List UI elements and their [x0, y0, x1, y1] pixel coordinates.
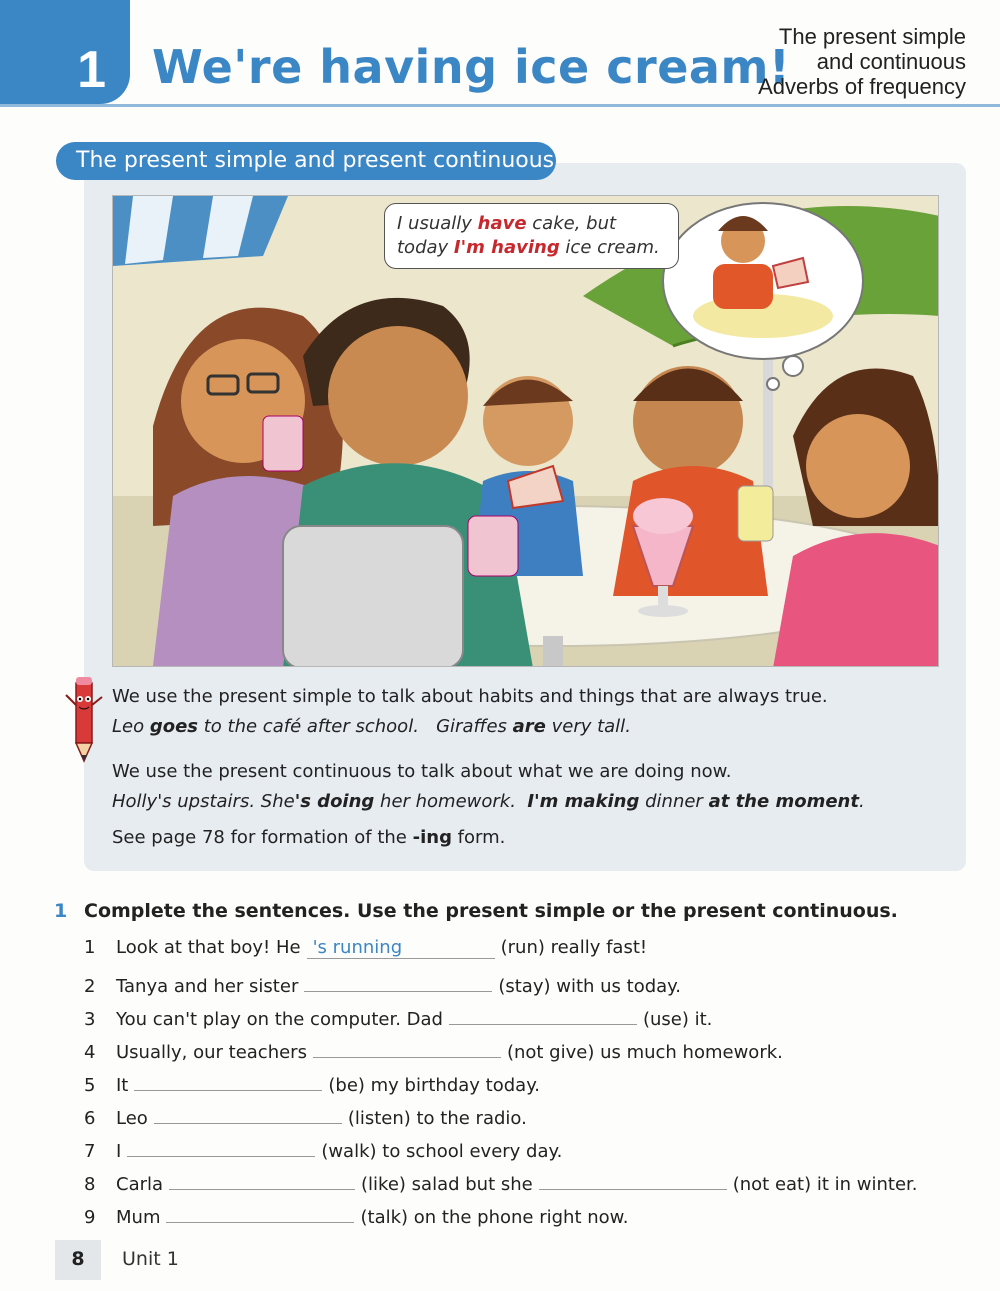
see-page-note: See page 78 for formation of the -ing form. — [112, 827, 506, 848]
simple-rule: We use the present simple to talk about habits and things that are always true. — [112, 686, 828, 707]
exercise-number: 1 — [54, 900, 68, 922]
answer-blank[interactable] — [539, 1168, 727, 1190]
speech-line-1: I usually have cake, but — [397, 213, 617, 234]
answer-blank[interactable] — [154, 1102, 342, 1124]
answer-blank[interactable]: 's running — [307, 937, 495, 959]
exercise-item: 2 Tanya and her sister (stay) with us today. — [84, 970, 681, 1000]
unit-number: 1 — [77, 41, 106, 99]
unit-topics — [758, 24, 966, 99]
answer-blank[interactable] — [134, 1069, 322, 1091]
answer-blank[interactable] — [313, 1036, 501, 1058]
answer-blank[interactable] — [127, 1135, 315, 1157]
answer-blank[interactable] — [304, 970, 492, 992]
exercise-item: 1 Look at that boy! He 's running (run) really fast! — [84, 937, 648, 958]
topic-line: Adverbs of frequency — [758, 74, 966, 99]
section-title: The present simple and present continuous — [56, 142, 556, 180]
topic-line: and continuous — [816, 49, 966, 74]
exercise-instruction: Complete the sentences. Use the present simple or the present continuous. — [84, 900, 898, 922]
exercise-item: 8 Carla (like) salad but she (not eat) it in winter. — [84, 1168, 918, 1198]
page-number: 8 — [55, 1240, 101, 1280]
exercise-item: 3 You can't play on the computer. Dad (use) it. — [84, 1003, 712, 1033]
header-divider — [0, 104, 1000, 107]
exercise-item: 7 I (walk) to school every day. — [84, 1135, 562, 1165]
answer-blank[interactable] — [449, 1003, 637, 1025]
continuous-examples: Holly's upstairs. She's doing her homework. I'm making dinner at the moment. — [112, 791, 865, 812]
speech-bubble — [384, 203, 679, 269]
exercise-item: 9 Mum (talk) on the phone right now. — [84, 1201, 628, 1231]
exercise-item: 6 Leo (listen) to the radio. — [84, 1102, 527, 1132]
exercise-item: 4 Usually, our teachers (not give) us much homework. — [84, 1036, 783, 1066]
pencil-mascot-icon — [62, 675, 104, 765]
topic-line: The present simple — [778, 24, 966, 49]
speech-line-2: today I'm having ice cream. — [397, 237, 660, 258]
continuous-rule: We use the present continuous to talk about what we are doing now. — [112, 761, 732, 782]
simple-examples: Leo goes to the café after school. Giraffes are very tall. — [112, 716, 631, 737]
exercise-item: 5 It (be) my birthday today. — [84, 1069, 540, 1099]
unit-label: Unit 1 — [122, 1248, 179, 1270]
unit-number-block — [0, 0, 130, 104]
answer-blank[interactable] — [166, 1201, 354, 1223]
page-title: We're having ice cream! — [152, 40, 791, 94]
answer-blank[interactable] — [169, 1168, 355, 1190]
